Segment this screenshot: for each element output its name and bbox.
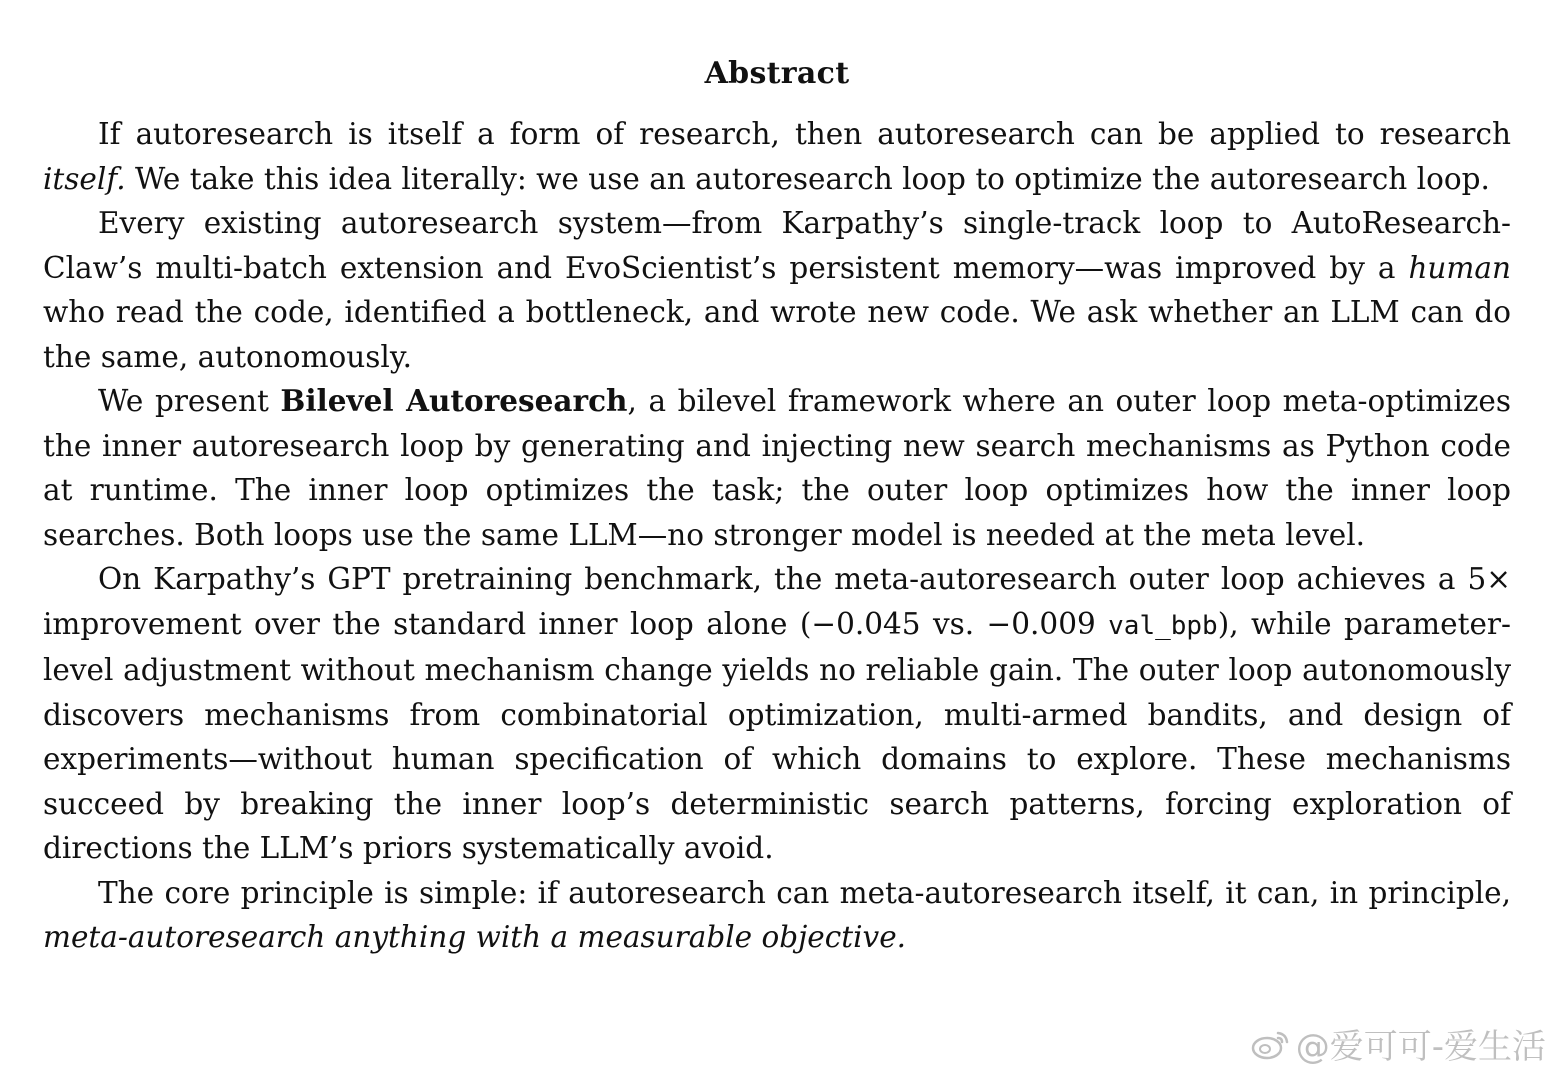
p2-text-a: Every existing autoresearch system—from Karpathy’s single-track loop to AutoResearch-Claw’s multi-batch extension and EvoScientist’s persistent memory—was improved by a: [43, 206, 1511, 285]
p5-italic-conclusion: meta-autoresearch anything with a measurable objective.: [43, 920, 907, 954]
p4-mono-metric: val_bpb: [1108, 610, 1218, 641]
p3-bold-framework-name: Bilevel Autoresearch: [280, 383, 628, 418]
paper-page: [43, 50, 1511, 960]
p5-text-a: The core principle is simple: if autoresearch can meta-autoresearch itself, it can, in principle,: [98, 875, 1511, 910]
watermark-text: @爱可可-爱生活: [1295, 1027, 1546, 1067]
p2-text-c: who read the code, identified a bottleneck, and wrote new code. We ask whether an LLM can do the same, autonomously.: [43, 295, 1511, 374]
abstract-paragraph-1: [43, 112, 1511, 201]
abstract-paragraph-4: [43, 557, 1511, 871]
watermark: [1250, 1019, 1546, 1068]
p3-text-a: We present: [98, 384, 281, 418]
abstract-heading: Abstract: [704, 56, 850, 91]
p1-text-a: If autoresearch is itself a form of research, then autoresearch can be applied to research: [98, 117, 1511, 151]
abstract-paragraph-5: [43, 871, 1511, 960]
abstract-paragraph-3: [43, 379, 1511, 557]
p3-text-c: , a bilevel framework where an outer loop meta-optimizes the inner autoresearch loop by generating and injecting new search mechanisms as Python code at runtime. The inner loop optimizes the task; the outer loop optimizes how the inner loop searches. Both loops use the same LLM—no stronger model is needed at the meta level.: [43, 384, 1511, 552]
p1-italic-itself: itself.: [43, 161, 126, 196]
p2-italic-human: human: [1408, 250, 1511, 285]
p1-text-c: We take this idea literally: we use an autoresearch loop to optimize the autoresearch loop.: [125, 161, 1490, 196]
abstract-paragraph-2: [43, 201, 1511, 379]
p4-text-a: On Karpathy’s GPT pretraining benchmark, the meta-autoresearch outer loop achieves a 5× improvement over the standard inner loop alone (−0.045 vs. −0.009: [43, 562, 1511, 641]
weibo-icon: [1250, 1027, 1290, 1061]
p4-text-c: ), while parameter-level adjustment without mechanism change yields no reliable gain. The outer loop autonomously discovers mechanisms from combinatorial optimization, multi-armed bandits, and design of experiments—without human specification of which domains to explore. These mechanisms succeed by breaking the inner loop’s deterministic search patterns, forcing exploration of directions the LLM’s priors systematically avoid.: [43, 606, 1511, 865]
